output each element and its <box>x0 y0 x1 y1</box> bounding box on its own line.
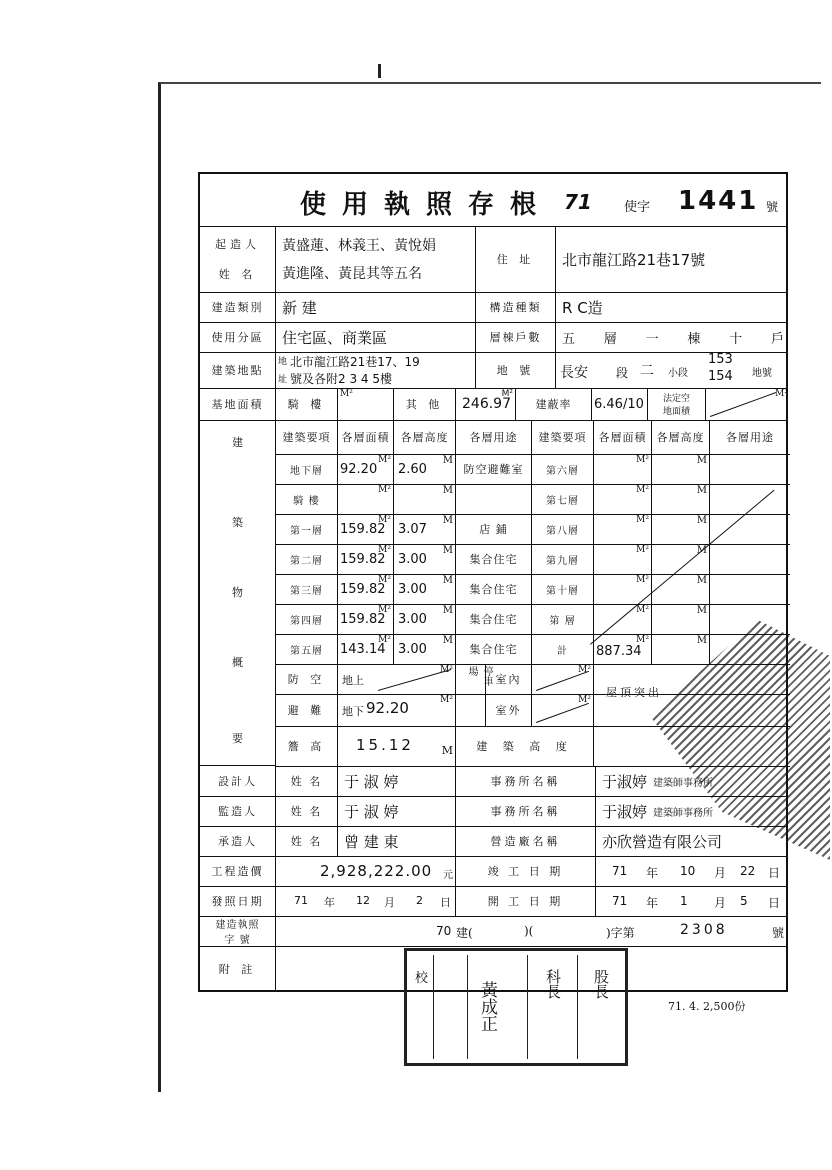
parking-label <box>456 664 492 694</box>
eave-value-text: 15.12 <box>356 736 414 754</box>
designer-firm-name: 于淑婷 <box>602 772 648 791</box>
day-unit: 日 <box>768 866 781 880</box>
subsection-label: 小段 <box>668 368 688 379</box>
cost-label: 工程造價 <box>200 856 276 886</box>
site-address-1: 北市龍江路21巷17、19 <box>290 355 420 369</box>
floor-name-right: 第九層 <box>532 544 594 574</box>
floor-height <box>394 634 456 664</box>
start-day: 5 <box>740 894 748 908</box>
households-value: 十 <box>729 331 743 347</box>
parking-outdoor-value <box>532 694 594 726</box>
floor-height-right <box>652 544 710 574</box>
shelter-above-label: 地上 <box>342 674 364 687</box>
floor-area-value: 92.20 <box>340 462 378 477</box>
contractor-name-label: 姓 名 <box>276 826 338 856</box>
open-space-label <box>648 388 706 420</box>
shelter-label-2: 避 難 <box>276 694 338 726</box>
unit: M <box>442 545 453 556</box>
completion-label: 竣 工 日 期 <box>456 856 596 886</box>
hdr-area: 各層面積 <box>338 420 394 454</box>
remarks-label: 附 註 <box>200 946 276 992</box>
stamp-signature: 股長 <box>592 969 610 999</box>
floor-area-value: 159.82 <box>340 522 386 537</box>
diagonal-line <box>536 703 589 723</box>
floor-name-right: 第十層 <box>532 574 594 604</box>
floor-height-value: 3.00 <box>398 582 427 597</box>
arcade-label: 騎 樓 <box>276 388 338 420</box>
other-value-text: 246.97 <box>462 396 511 412</box>
floor-use-right <box>710 604 790 634</box>
floor-name-right: 第七層 <box>532 484 594 514</box>
floor-row <box>276 634 790 665</box>
unit: M² <box>378 635 391 645</box>
permit-label-2: 字 號 <box>224 935 251 946</box>
floor-area-right <box>594 604 652 634</box>
parking-outdoor: 室外 <box>486 694 532 726</box>
start-date <box>596 886 790 916</box>
site-address-2: 號及各附2 3 4 5樓 <box>290 372 392 386</box>
shelter-label-1: 防 空 <box>276 664 338 694</box>
permit-prefix: 建( <box>456 926 473 940</box>
month-unit: 月 <box>714 896 727 910</box>
unit: M² <box>440 665 453 675</box>
floor-area <box>338 484 394 514</box>
unit: M² <box>440 695 453 705</box>
unit: M² <box>340 389 353 399</box>
issue-label: 發照日期 <box>200 886 276 916</box>
floor-height-value: 2.60 <box>398 462 427 477</box>
floor-use-right <box>710 544 790 574</box>
other-value <box>456 388 516 420</box>
print-note: 71. 4. 2,500份 <box>668 1000 746 1013</box>
eave-value <box>338 726 456 766</box>
permit-year: 70 <box>436 924 452 938</box>
supervisor-firm-label: 事務所名稱 <box>456 796 596 826</box>
owner-label-2: 姓 名 <box>218 268 257 281</box>
unit: M <box>696 515 707 526</box>
floor-use: 集合住宅 <box>456 544 532 574</box>
permit-row <box>200 916 786 947</box>
unit: M² <box>378 455 391 465</box>
floor-height <box>394 484 456 514</box>
hdr-item-right: 建築要項 <box>532 420 594 454</box>
open-space-value <box>706 388 790 420</box>
unit: M <box>696 485 707 496</box>
section-char: 築 <box>232 516 243 529</box>
households-unit: 戶 <box>770 331 784 347</box>
roof-value <box>594 694 790 726</box>
floor-area-value: 159.82 <box>340 552 386 567</box>
license-form <box>198 172 788 992</box>
owner-names-2: 黃進隆、黃昆其等五名 <box>282 266 422 282</box>
unit: M² <box>636 455 649 465</box>
floor-height <box>394 514 456 544</box>
floor-height-right <box>652 514 710 544</box>
owner-label <box>200 226 276 292</box>
completion-month: 10 <box>680 864 696 878</box>
construction-row <box>200 292 786 323</box>
site-label: 建築地點 <box>200 352 276 388</box>
floor-name: 第四層 <box>276 604 338 634</box>
open-space-label-1: 法定空 <box>662 394 690 404</box>
month-unit: 月 <box>384 896 395 909</box>
stamp-signature: 科長 <box>544 969 562 999</box>
building-summary-label <box>200 420 276 766</box>
floors-unit: 層 <box>603 331 617 347</box>
lot-suffix: 地號 <box>752 368 772 379</box>
open-space-label-2: 地面積 <box>662 407 690 417</box>
building-height-label: 建 築 高 度 <box>456 726 594 766</box>
unit: M² <box>636 485 649 495</box>
owner-row <box>200 226 786 293</box>
site-address <box>276 352 476 388</box>
buildings-value: 一 <box>645 331 659 347</box>
floor-area <box>338 514 394 544</box>
floors-count <box>556 322 790 352</box>
unit: M² <box>378 485 391 495</box>
floor-use-right <box>710 634 790 664</box>
unit: M <box>442 635 453 646</box>
completion-year: 71 <box>612 864 628 878</box>
floor-area-value: 159.82 <box>340 612 386 627</box>
year-mark: 71 <box>564 190 592 214</box>
supervisor-firm-name: 于淑婷 <box>602 802 648 821</box>
permit-label <box>200 916 276 946</box>
building-height-value <box>594 726 790 766</box>
section-char: 概 <box>232 656 243 669</box>
year-unit: 年 <box>646 866 659 880</box>
start-year: 71 <box>612 894 628 908</box>
unit: M <box>442 485 453 496</box>
year-unit: 年 <box>324 896 335 909</box>
address-label: 住 址 <box>476 226 556 292</box>
designer-firm <box>596 766 790 796</box>
floor-name: 第三層 <box>276 574 338 604</box>
floor-use: 集合住宅 <box>456 634 532 664</box>
roof-label-text: 屋頂突出 <box>606 686 662 699</box>
floor-use-right <box>710 454 790 484</box>
form-title: 使用執照存根 <box>300 190 553 220</box>
zoning-value: 住宅區、商業區 <box>276 322 476 352</box>
day-unit: 日 <box>440 896 451 909</box>
supervisor-firm <box>596 796 790 826</box>
unit: M² <box>636 545 649 555</box>
unit: M² <box>378 515 391 525</box>
floor-use: 防空避難室 <box>456 454 532 484</box>
floor-use-right <box>710 574 790 604</box>
floor-area <box>338 604 394 634</box>
issue-month: 12 <box>356 894 370 907</box>
unit: M² <box>578 695 591 705</box>
floor-use: 店 鋪 <box>456 514 532 544</box>
floor-area-right-value: 887.34 <box>596 644 642 659</box>
unit: M² <box>636 605 649 615</box>
unit: M² <box>636 515 649 525</box>
area-row <box>200 388 786 421</box>
floor-row <box>276 454 790 485</box>
unit: M <box>696 545 707 556</box>
hdr-use-right: 各層用途 <box>726 431 774 444</box>
floor-height <box>394 604 456 634</box>
floor-use-right <box>710 514 790 544</box>
start-month: 1 <box>680 894 688 908</box>
floor-area-value: 143.14 <box>340 642 386 657</box>
floor-height-right <box>652 454 710 484</box>
designer-firm-suffix: 建築師事務所 <box>653 777 714 789</box>
floor-area <box>338 634 394 664</box>
unit: M <box>696 455 707 466</box>
permit-suffix: )字第 <box>606 926 635 940</box>
hdr-height: 各層高度 <box>394 420 456 454</box>
buildings-unit: 棟 <box>687 331 701 347</box>
title-row <box>200 174 786 227</box>
lot-number <box>556 352 790 388</box>
contractor-firm-label: 營造廠名稱 <box>456 826 596 856</box>
issue-date <box>276 886 456 916</box>
section-value: 二 <box>640 363 654 379</box>
supervisor-label: 監造人 <box>200 796 276 826</box>
owner-label-1: 起造人 <box>215 238 260 251</box>
lot-b: 154 <box>708 369 733 384</box>
shelter-row-1 <box>276 664 790 699</box>
floor-row <box>276 484 790 515</box>
floor-name: 地下層 <box>276 454 338 484</box>
floor-height <box>394 574 456 604</box>
zoning-row <box>200 322 786 353</box>
site-row <box>200 352 786 389</box>
permit-label-1: 建造執照 <box>215 920 260 931</box>
roof-label <box>594 664 790 699</box>
district: 長安 <box>560 365 588 381</box>
parking-label-text: 停車場 <box>466 666 492 686</box>
cost-row <box>200 856 786 887</box>
floor-area-right <box>594 544 652 574</box>
floor-area-right <box>594 634 652 664</box>
parking-spacer <box>456 694 486 726</box>
license-suffix: 號 <box>766 200 779 214</box>
cost-value <box>276 856 456 886</box>
coverage-label: 建蔽率 <box>516 388 592 420</box>
shelter-row-2 <box>276 694 790 727</box>
designer-row <box>200 766 786 797</box>
permit-number: 2308 <box>680 922 728 938</box>
unit: M <box>442 575 453 586</box>
area-label: 基地面積 <box>200 388 276 420</box>
owner-names-1: 黃盛蓮、林義王、黃悅娟 <box>282 238 436 254</box>
zoning-label: 使用分區 <box>200 322 276 352</box>
unit: M <box>442 455 453 466</box>
floor-use: 集合住宅 <box>456 574 532 604</box>
floor-height <box>394 544 456 574</box>
floor-name: 第一層 <box>276 514 338 544</box>
issue-row <box>200 886 786 917</box>
start-label: 開 工 日 期 <box>456 886 596 916</box>
designer-firm-label: 事務所名稱 <box>456 766 596 796</box>
unit: M <box>442 515 453 526</box>
floor-height-value: 3.00 <box>398 612 427 627</box>
hdr-item: 建築要項 <box>276 420 338 454</box>
floor-row <box>276 604 790 635</box>
other-label: 其 他 <box>394 388 456 420</box>
hdr-height-right: 各層高度 <box>652 420 710 454</box>
floor-area-right <box>594 454 652 484</box>
cost-unit: 元 <box>443 870 453 881</box>
hdr-area-right: 各層面積 <box>594 420 652 454</box>
floor-name-right: 第八層 <box>532 514 594 544</box>
floor-area-value: 159.82 <box>340 582 386 597</box>
lot-a: 153 <box>708 352 733 367</box>
completion-date <box>596 856 790 886</box>
unit: M² <box>775 389 788 399</box>
site-sublabel-top: 地 <box>278 357 288 367</box>
shelter-below-label: 地下 <box>342 705 364 718</box>
floor-area <box>338 574 394 604</box>
stamp-signature: 黃成正 <box>477 981 497 1032</box>
floor-height-value: 3.00 <box>398 642 427 657</box>
unit: M² <box>578 665 591 675</box>
arcade-value <box>338 388 394 420</box>
unit: M <box>696 605 707 616</box>
unit: M <box>442 605 453 616</box>
parking-indoor: 室內 <box>486 664 532 694</box>
floor-height <box>394 454 456 484</box>
unit: M² <box>378 545 391 555</box>
floor-use <box>456 484 532 514</box>
unit: M² <box>501 389 513 399</box>
floor-name: 騎 樓 <box>276 484 338 514</box>
floors-value: 五 <box>562 331 576 347</box>
unit: M² <box>378 605 391 615</box>
floors-header <box>276 420 790 455</box>
supervisor-row <box>200 796 786 827</box>
diagonal-line <box>710 392 776 417</box>
parking-indoor-value <box>532 664 594 694</box>
construction-type: 新 建 <box>276 292 476 322</box>
eave-label: 簷 高 <box>276 726 338 766</box>
edge-mark-top <box>378 64 381 78</box>
floor-name: 第二層 <box>276 544 338 574</box>
site-sublabel-bottom: 址 <box>278 375 288 385</box>
issue-day: 2 <box>416 894 423 907</box>
unit: M <box>696 635 707 646</box>
approval-stamp <box>404 948 628 1066</box>
designer-name: 于 淑 婷 <box>338 766 456 796</box>
license-prefix: 使字 <box>624 200 651 215</box>
floor-name-right: 第 層 <box>532 604 594 634</box>
unit: M² <box>636 635 649 645</box>
contractor-row <box>200 826 786 857</box>
floor-height-right <box>652 634 710 664</box>
section-char: 要 <box>232 732 243 745</box>
issue-year: 71 <box>294 894 308 907</box>
section-label: 段 <box>616 366 629 380</box>
unit: M <box>696 575 707 586</box>
structure-type: R C造 <box>562 298 603 317</box>
floor-area-right <box>594 484 652 514</box>
proof-label: 校 <box>415 971 429 986</box>
floor-name-right: 第六層 <box>532 454 594 484</box>
designer-label: 設計人 <box>200 766 276 796</box>
floor-name: 第五層 <box>276 634 338 664</box>
owner-address: 北市龍江路21巷17號 <box>562 250 706 269</box>
owner-names <box>276 226 476 292</box>
supervisor-name-label: 姓 名 <box>276 796 338 826</box>
supervisor-name: 于 淑 婷 <box>338 796 456 826</box>
unit: M² <box>378 575 391 585</box>
month-unit: 月 <box>714 866 727 880</box>
floor-height-right <box>652 484 710 514</box>
floor-area <box>338 544 394 574</box>
floor-area-right <box>594 514 652 544</box>
floor-height-right <box>652 604 710 634</box>
floor-row <box>276 574 790 605</box>
floor-row <box>276 544 790 575</box>
construction-type-label: 建造類別 <box>200 292 276 322</box>
contractor-label: 承造人 <box>200 826 276 856</box>
contractor-name: 曾 建 東 <box>338 826 456 856</box>
eave-unit: M <box>441 744 453 757</box>
eave-row <box>276 726 790 767</box>
floor-name-right: 計 <box>532 634 594 664</box>
coverage-value: 6.46/10 <box>592 388 648 420</box>
floor-area <box>338 454 394 484</box>
permit-value <box>276 916 790 946</box>
contractor-firm: 亦欣營造有限公司 <box>602 832 723 851</box>
supervisor-firm-suffix: 建築師事務所 <box>653 807 714 819</box>
permit-number-suffix: 號 <box>772 926 785 940</box>
hdr-use: 各層用途 <box>456 420 532 454</box>
designer-name-label: 姓 名 <box>276 766 338 796</box>
floors-count-label: 層棟戶數 <box>476 322 556 352</box>
structure-label: 構造種類 <box>476 292 556 322</box>
shelter-below-value: 92.20 <box>366 699 409 717</box>
section-char: 物 <box>232 586 243 599</box>
day-unit: 日 <box>768 896 781 910</box>
unit: M² <box>636 575 649 585</box>
floor-height-value: 3.07 <box>398 522 427 537</box>
lot-label: 地 號 <box>476 352 556 388</box>
shelter-below <box>338 694 456 726</box>
permit-middle: )( <box>524 924 534 938</box>
year-unit: 年 <box>646 896 659 910</box>
floor-height-right <box>652 574 710 604</box>
shelter-above <box>338 664 456 694</box>
completion-day: 22 <box>740 864 756 878</box>
license-number: 1441 <box>678 186 759 216</box>
floor-height-value: 3.00 <box>398 552 427 567</box>
cost-value-text: 2,928,222.00 <box>320 862 433 880</box>
section-char: 建 <box>232 436 243 449</box>
floor-use: 集合住宅 <box>456 604 532 634</box>
